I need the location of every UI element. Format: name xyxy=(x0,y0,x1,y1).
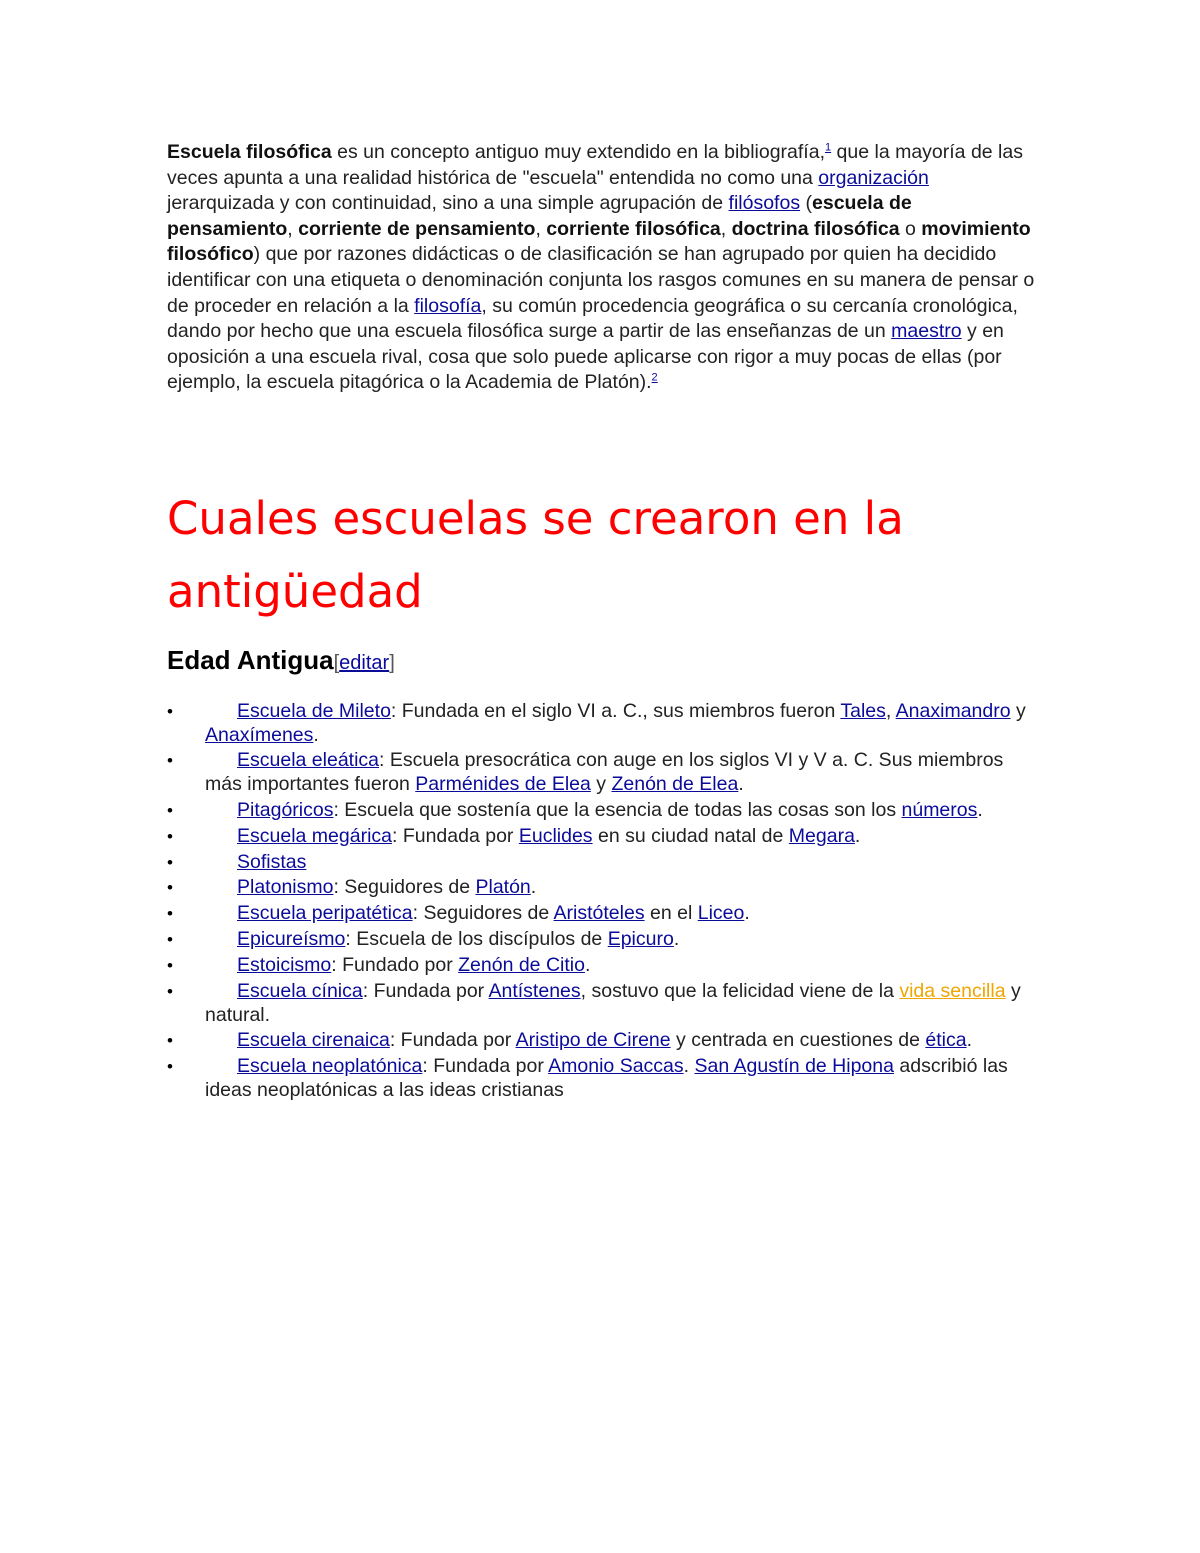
person-link[interactable]: Epicuro xyxy=(607,928,674,951)
bullet-icon: • xyxy=(167,878,173,898)
item-text: en el xyxy=(644,902,698,925)
bullet-icon: • xyxy=(167,751,173,771)
schools-list xyxy=(167,700,1037,1105)
list-item xyxy=(167,799,1037,823)
intro-text: es un concepto antiguo muy extendido en la bibliografía, xyxy=(331,141,825,163)
person-link[interactable]: Amonio Saccas xyxy=(548,1055,684,1078)
person-link[interactable]: Parménides de Elea xyxy=(415,772,591,795)
item-text: . xyxy=(673,928,680,951)
person-link[interactable]: Anaximandro xyxy=(895,700,1011,722)
school-link[interactable]: Pitagóricos xyxy=(237,798,334,821)
bullet-icon: • xyxy=(167,930,173,950)
item-text: : Fundada por xyxy=(422,1055,549,1078)
concept-link[interactable]: ética xyxy=(925,1029,967,1052)
main-heading: Cuales escuelas se crearon en la antigüedad xyxy=(167,492,904,618)
intro-text: ) que por razones didácticas o de clasificación se han agrupado por quien ha decidido identificar con una etiqueta o denominación conjunta los rasgos comunes en su manera de pensar o de proceder en relación a la xyxy=(167,243,1035,317)
bold-corriente-pensamiento: corriente de pensamiento xyxy=(298,217,536,240)
item-text: : Escuela de los discípulos de xyxy=(345,928,608,951)
list-item xyxy=(167,825,1037,849)
link-filosofia[interactable]: filosofía xyxy=(414,294,482,317)
item-text: , sostuvo que la felicidad viene de la xyxy=(580,980,900,1003)
item-text: : Fundada por xyxy=(389,1029,516,1052)
intro-text: o xyxy=(899,217,922,240)
item-text: . xyxy=(313,723,319,746)
intro-text: , xyxy=(287,217,299,240)
school-link[interactable]: Epicureísmo xyxy=(237,928,346,951)
list-item xyxy=(167,928,1037,952)
bullet-icon: • xyxy=(167,826,173,846)
item-text: : Seguidores de xyxy=(333,876,476,899)
bullet-icon: • xyxy=(167,956,173,976)
bullet-icon: • xyxy=(167,852,173,872)
item-text: : Fundada por xyxy=(362,980,489,1003)
bullet-icon: • xyxy=(167,982,173,1002)
person-link[interactable]: Anaxímenes xyxy=(205,723,314,746)
person-link[interactable]: Aristóteles xyxy=(553,902,645,925)
item-text: : Escuela presocrática con auge en los siglos VI y V a. C. Sus miembros más importantes fueron xyxy=(205,749,1004,795)
list-item xyxy=(167,749,1037,796)
item-text: en su ciudad natal de xyxy=(592,824,789,847)
place-link[interactable]: Liceo xyxy=(697,902,745,925)
bullet-icon: • xyxy=(167,904,173,924)
list-item xyxy=(167,876,1037,900)
reference-2[interactable] xyxy=(652,372,658,384)
item-text: y centrada en cuestiones de xyxy=(670,1029,926,1052)
item-text: : Fundada por xyxy=(392,824,519,847)
bullet-icon: • xyxy=(167,1031,173,1051)
intro-text: jerarquizada y con continuidad, sino a una simple agrupación de xyxy=(167,192,729,215)
reference-2-link[interactable]: 2 xyxy=(651,371,658,384)
person-link[interactable]: Platón xyxy=(475,876,531,899)
item-text: y natural. xyxy=(205,980,1021,1026)
item-text: . xyxy=(966,1029,972,1052)
bold-escuela-pensamiento: escuela de pensamiento xyxy=(167,192,912,240)
item-text: . xyxy=(683,1055,695,1078)
link-organizacion[interactable]: organización xyxy=(818,166,929,189)
item-text: y xyxy=(590,772,612,795)
intro-text: , xyxy=(535,217,547,240)
school-link[interactable]: Platonismo xyxy=(237,876,334,899)
person-link[interactable]: Zenón de Elea xyxy=(611,772,739,795)
section-title: Edad Antigua xyxy=(167,645,334,675)
list-item xyxy=(167,980,1037,1027)
item-text: . xyxy=(977,798,983,821)
list-item xyxy=(167,1029,1037,1053)
school-link[interactable]: Sofistas xyxy=(237,850,307,873)
school-link[interactable]: Escuela cirenaica xyxy=(237,1029,390,1052)
person-link[interactable]: Euclides xyxy=(518,824,593,847)
link-maestro[interactable]: maestro xyxy=(891,320,962,343)
section-heading xyxy=(167,640,395,683)
item-text: , xyxy=(885,700,896,722)
item-text: . xyxy=(738,772,744,795)
item-text: : Fundado por xyxy=(331,954,459,977)
reference-1-link[interactable]: 1 xyxy=(825,141,832,154)
intro-text: ( xyxy=(800,192,812,215)
item-text: y xyxy=(1010,700,1026,722)
person-link[interactable]: Antístenes xyxy=(488,980,581,1003)
document-content xyxy=(167,140,1037,1101)
edit-section-wrapper xyxy=(334,652,395,674)
item-text: adscribió las ideas neoplatónicas a las ideas cristianas xyxy=(205,1055,1008,1101)
school-link[interactable]: Escuela neoplatónica xyxy=(237,1055,423,1078)
edit-bracket-open: [ xyxy=(333,652,340,674)
list-item xyxy=(167,1055,1037,1102)
edit-bracket-close: ] xyxy=(389,652,395,674)
person-link[interactable]: Aristipo de Cirene xyxy=(515,1029,671,1052)
item-text: . xyxy=(744,902,750,925)
intro-text: , xyxy=(720,217,732,240)
bullet-icon: • xyxy=(167,1057,173,1077)
intro-text: que la mayoría de las veces apunta a una realidad histórica de "escuela" entendida no como una xyxy=(167,141,1023,189)
person-link[interactable]: Zenón de Citio xyxy=(458,954,585,977)
bold-doctrina-filosofica: doctrina filosófica xyxy=(731,217,900,240)
bullet-icon: • xyxy=(167,800,173,820)
item-text: : Escuela que sostenía que la esencia de todas las cosas son los xyxy=(333,798,902,821)
school-link[interactable]: Escuela eleática xyxy=(237,749,380,772)
intro-bold-term: Escuela filosófica xyxy=(167,141,332,163)
bullet-icon: • xyxy=(167,702,173,721)
item-text: : Fundada en el siglo VI a. C., sus miembros fueron xyxy=(390,700,841,722)
item-text: . xyxy=(854,824,861,847)
list-item xyxy=(167,902,1037,926)
bold-movimiento-filosofico: movimiento filosófico xyxy=(167,217,1031,266)
concept-link-vida-sencilla[interactable]: vida sencilla xyxy=(899,980,1006,1003)
school-link[interactable]: Escuela megárica xyxy=(237,824,392,847)
list-item xyxy=(167,700,1037,747)
person-link[interactable]: San Agustín de Hipona xyxy=(694,1055,894,1078)
intro-paragraph xyxy=(167,140,1037,396)
intro-text: , su común procedencia geográfica o su cercanía cronológica, dando por hecho que una escuela filosófica surge a partir de las enseñanzas de un xyxy=(167,294,1018,343)
item-text: . xyxy=(530,876,537,899)
item-text: . xyxy=(584,954,591,977)
edit-section-link[interactable]: editar xyxy=(339,652,390,674)
bold-corriente-filosofica: corriente filosófica xyxy=(546,217,721,240)
link-filosofos[interactable]: filósofos xyxy=(728,192,801,215)
intro-text: y en oposición a una escuela rival, cosa que solo puede aplicarse con rigor a muy pocas de ellas (por ejemplo, la escuela pitagórica o la Academia de Platón). xyxy=(167,320,1004,394)
school-link[interactable]: Escuela peripatética xyxy=(237,902,413,925)
person-link[interactable]: Tales xyxy=(840,700,886,722)
concept-link[interactable]: números xyxy=(901,798,978,821)
list-item xyxy=(167,954,1037,978)
school-link[interactable]: Escuela cínica xyxy=(237,980,363,1003)
place-link[interactable]: Megara xyxy=(788,824,855,847)
school-link[interactable]: Estoicismo xyxy=(237,954,332,977)
school-link[interactable]: Escuela de Mileto xyxy=(237,700,391,722)
list-item xyxy=(167,851,1037,875)
item-text: : Seguidores de xyxy=(412,902,554,925)
